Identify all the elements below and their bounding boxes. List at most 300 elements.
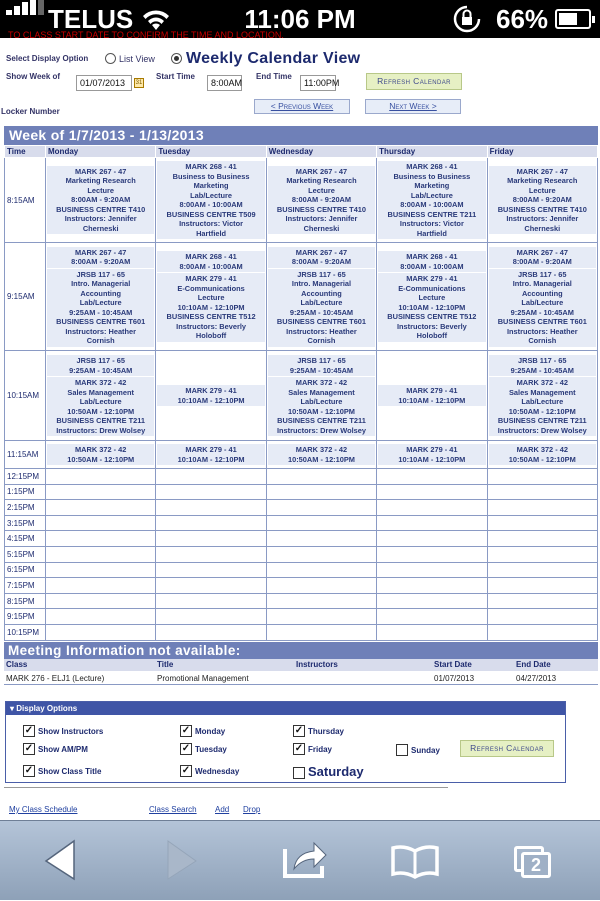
time-slot-label: 4:15PM	[5, 531, 46, 547]
class-entry-line: Cornish	[307, 336, 336, 345]
class-entry-line: 9:25AM - 10:45AM	[289, 365, 354, 375]
time-slot-label: 8:15AM	[5, 158, 46, 243]
class-entry-line: Instructors: Heather	[65, 326, 137, 336]
time-slot-label: 1:15PM	[5, 484, 46, 500]
show-week-input[interactable]: 01/07/2013	[76, 75, 132, 91]
thursday-checkbox[interactable]: ✓	[294, 725, 304, 736]
class-entry-line: Instructors: Victor	[399, 219, 464, 228]
class-entry-line: Lab/Lecture	[79, 298, 122, 307]
calendar-cell	[266, 593, 376, 609]
meeting-title: Promotional Management	[157, 674, 249, 683]
meeting-info-title: Meeting Information not available:	[4, 642, 598, 659]
calendar-cell	[487, 593, 597, 609]
column-header-monday: Monday	[46, 146, 156, 158]
class-entry-line: Marketing Research	[507, 176, 578, 186]
calendar-cell	[377, 593, 487, 609]
calendar-cell	[487, 351, 597, 441]
class-entry-line: Lecture	[308, 185, 335, 195]
friday-checkbox[interactable]: ✓	[294, 743, 304, 754]
class-entry-line: Intro. Managerial	[291, 279, 352, 288]
calendar-cell	[487, 484, 597, 500]
class-entry[interactable]	[268, 377, 375, 436]
list-view-label: List View	[119, 54, 155, 64]
calendar-cell	[266, 624, 376, 640]
battery-percent: 66%	[496, 4, 549, 34]
time-slot-label: 10:15PM	[5, 624, 46, 640]
calendar-row	[5, 562, 598, 578]
calendar-cell	[377, 531, 487, 547]
class-entry-line: BUSINESS CENTRE T512	[166, 312, 256, 322]
class-entry[interactable]	[268, 444, 375, 465]
calendar-cell	[266, 546, 376, 562]
calendar-cell	[377, 515, 487, 531]
class-entry-line: MARK 267 - 47	[295, 247, 348, 257]
class-entry-line: MARK 268 - 41	[406, 162, 458, 171]
class-search-link[interactable]: Class Search	[149, 805, 197, 814]
tuesday-checkbox[interactable]: ✓	[181, 743, 191, 754]
class-entry-line: Instructors: Heather	[506, 326, 578, 336]
forward-icon[interactable]	[160, 821, 204, 901]
calendar-cell	[266, 578, 376, 594]
saturday-label: Saturday	[308, 764, 364, 779]
class-entry-line: 8:00AM - 9:20AM	[291, 257, 352, 266]
class-entry-line: Accounting	[80, 288, 122, 298]
end-time-label: End Time	[256, 72, 292, 81]
class-entry-line: Marketing	[193, 181, 229, 190]
class-entry-line: Lab/Lecture	[521, 397, 564, 406]
sunday-checkbox[interactable]	[396, 744, 408, 756]
class-entry-line: BUSINESS CENTRE T601	[276, 317, 367, 326]
drop-link[interactable]: Drop	[243, 805, 261, 814]
calendar-row	[5, 484, 598, 500]
previous-week-button[interactable]: < Previous Week	[254, 99, 350, 114]
meeting-col-class: Class	[6, 660, 28, 669]
calendar-cell	[46, 562, 156, 578]
calendar-cell	[377, 609, 487, 625]
refresh-calendar-button[interactable]: Refresh Calendar	[366, 73, 462, 90]
calendar-cell	[487, 624, 597, 640]
class-entry-line: MARK 279 - 41	[406, 386, 458, 395]
calendar-row	[5, 515, 598, 531]
column-header-time: Time	[5, 146, 46, 158]
class-entry[interactable]	[489, 444, 596, 465]
battery-icon	[555, 9, 591, 29]
meeting-col-end-date: End Date	[516, 660, 551, 669]
class-entry-line: Intro. Managerial	[71, 279, 131, 288]
calendar-row	[5, 158, 598, 243]
show-ampm-label: Show AM/PM	[38, 745, 88, 754]
class-entry[interactable]	[378, 251, 485, 272]
class-entry-line: Cherneski	[303, 223, 340, 233]
calendar-cell	[487, 578, 597, 594]
class-entry-line: MARK 268 - 41	[185, 162, 237, 171]
calendar-row	[5, 441, 598, 469]
calendar-picker-icon[interactable]: 31	[135, 80, 143, 86]
calendar-cell	[377, 500, 487, 516]
class-entry-line: Instructors: Jennifer	[64, 214, 137, 224]
calendar-row	[5, 351, 598, 441]
class-entry-line: 8:00AM - 9:20AM	[71, 257, 131, 266]
calendar-cell	[377, 158, 487, 243]
calendar-cell	[266, 562, 376, 578]
class-entry-line: Accounting	[301, 288, 342, 298]
calendar-cell	[46, 593, 156, 609]
calendar-cell	[487, 531, 597, 547]
class-entry[interactable]	[378, 444, 485, 465]
class-entry-line: MARK 372 - 42	[295, 445, 348, 454]
class-entry-line: 10:50AM - 12:10PM	[67, 406, 135, 416]
monday-label: Monday	[195, 727, 226, 736]
show-class-title-label: Show Class Title	[38, 767, 102, 776]
class-entry-line: 10:10AM - 12:10PM	[177, 395, 245, 405]
browser-toolbar	[0, 820, 600, 900]
calendar-row	[5, 624, 598, 640]
calendar-cell	[377, 243, 487, 351]
column-header-friday: Friday	[487, 146, 597, 158]
class-entry-line: Business to Business	[393, 171, 471, 181]
class-entry-line: 9:25AM - 10:45AM	[510, 365, 574, 375]
weekly-view-radio[interactable]	[171, 53, 182, 64]
class-entry[interactable]	[157, 273, 264, 342]
class-entry-line: Instructors: Heather	[286, 326, 357, 336]
class-entry-line: 10:10AM - 12:10PM	[177, 302, 245, 312]
calendar-cell	[46, 243, 156, 351]
class-entry-line: E-Communications	[398, 283, 466, 293]
class-entry-line: Lab/Lecture	[300, 397, 343, 406]
add-link[interactable]: Add	[215, 805, 230, 814]
time-slot-label: 9:15PM	[5, 609, 46, 625]
class-entry-line: Lab/Lecture	[410, 190, 453, 200]
calendar-cell	[46, 624, 156, 640]
calendar-row	[5, 500, 598, 516]
calendar-cell	[377, 469, 487, 485]
class-entry[interactable]	[157, 444, 264, 465]
class-entry[interactable]	[47, 247, 154, 268]
class-entry-line: Marketing Research	[286, 176, 357, 186]
back-icon[interactable]	[40, 821, 84, 901]
calendar-cell	[156, 484, 266, 500]
class-entry[interactable]	[268, 247, 375, 268]
calendar-row	[5, 469, 598, 485]
wednesday-label: Wednesday	[195, 767, 240, 776]
class-entry-line: Instructors: Victor	[179, 219, 244, 228]
class-entry-line: 10:50AM - 12:10PM	[67, 454, 135, 464]
calendar-cell	[46, 609, 156, 625]
class-entry-line: MARK 267 - 47	[516, 247, 568, 257]
meeting-col-start-date: Start Date	[434, 660, 472, 669]
class-entry-line: 10:50AM - 12:10PM	[508, 454, 576, 464]
calendar-row	[5, 593, 598, 609]
class-entry-line: Instructors: Drew Wolsey	[276, 425, 366, 435]
calendar-cell	[487, 441, 597, 469]
class-entry-line: Instructors: Drew Wolsey	[497, 425, 587, 435]
refresh-calendar-button-bottom[interactable]: Refresh Calendar	[460, 740, 554, 757]
calendar-row	[5, 243, 598, 351]
class-entry-line: Instructors: Beverly	[396, 321, 467, 331]
class-entry-line: Hartfield	[196, 228, 227, 238]
calendar-cell	[266, 515, 376, 531]
time-slot-label: 5:15PM	[5, 546, 46, 562]
calendar-cell	[266, 243, 376, 351]
class-entry-line: JRSB 117 - 65	[518, 269, 567, 279]
wednesday-checkbox[interactable]: ✓	[181, 765, 191, 776]
class-entry-line: MARK 267 - 47	[75, 166, 127, 176]
calendar-cell	[46, 500, 156, 516]
class-entry-line: 10:10AM - 12:10PM	[398, 454, 466, 464]
rotation-lock-icon	[452, 5, 482, 38]
next-week-button[interactable]: Next Week >	[365, 99, 461, 114]
calendar-row	[5, 578, 598, 594]
monday-checkbox[interactable]: ✓	[181, 725, 191, 736]
calendar-cell	[156, 546, 266, 562]
calendar-cell	[487, 469, 597, 485]
calendar-cell	[156, 500, 266, 516]
class-entry[interactable]	[47, 444, 154, 465]
calendar-cell	[487, 515, 597, 531]
time-slot-label: 11:15AM	[5, 441, 46, 469]
calendar-cell	[266, 351, 376, 441]
calendar-cell	[46, 484, 156, 500]
class-entry-line: 8:00AM - 9:20AM	[512, 257, 572, 266]
calendar-cell	[377, 441, 487, 469]
tuesday-label: Tuesday	[195, 745, 227, 754]
weekly-calendar	[4, 126, 598, 641]
calendar-cell	[156, 593, 266, 609]
calendar-cell	[156, 441, 266, 469]
class-entry-line: BUSINESS CENTRE T410	[276, 204, 367, 214]
class-entry-line: MARK 372 - 42	[516, 378, 568, 387]
class-entry-line: JRSB 117 - 65	[518, 356, 567, 365]
class-entry-line: Cornish	[86, 336, 115, 345]
display-options-header[interactable]: ▾ Display Options	[6, 702, 565, 715]
my-class-schedule-link[interactable]: My Class Schedule	[9, 805, 78, 814]
calendar-cell	[377, 562, 487, 578]
class-entry-line: JRSB 117 - 65	[297, 269, 346, 279]
meeting-class: MARK 276 - ELJ1 (Lecture)	[6, 674, 105, 683]
calendar-cell	[487, 243, 597, 351]
class-entry[interactable]	[489, 269, 596, 347]
thursday-label: Thursday	[308, 727, 345, 736]
calendar-cell	[377, 351, 487, 441]
class-entry-line: Lecture	[528, 185, 556, 195]
calendar-cell	[377, 546, 487, 562]
class-entry-line: Lab/Lecture	[300, 298, 343, 307]
class-entry-line: MARK 279 - 41	[185, 445, 237, 454]
class-entry[interactable]	[489, 247, 596, 268]
column-header-thursday: Thursday	[377, 146, 487, 158]
calendar-cell	[156, 351, 266, 441]
class-entry[interactable]	[489, 166, 596, 235]
end-time-input[interactable]: 11:00PM	[300, 75, 336, 91]
display-options-title: Display Options	[16, 704, 78, 713]
class-entry-line: 10:50AM - 12:10PM	[508, 406, 576, 416]
class-entry-line: Cherneski	[524, 223, 561, 233]
class-entry[interactable]	[157, 251, 264, 272]
calendar-cell	[46, 578, 156, 594]
meeting-start-date: 01/07/2013	[434, 674, 475, 683]
class-entry[interactable]	[47, 377, 154, 436]
class-entry[interactable]	[489, 377, 596, 436]
class-entry-line: MARK 372 - 42	[516, 445, 568, 454]
class-entry-line: Sales Management	[509, 387, 576, 397]
class-entry-line: Instructors: Drew Wolsey	[56, 425, 146, 435]
display-option-label: Select Display Option	[6, 54, 89, 63]
class-entry-line: Marketing Research	[65, 176, 136, 186]
calendar-cell	[266, 441, 376, 469]
class-entry-line: 8:00AM - 10:00AM	[400, 200, 464, 209]
class-entry-line: Marketing	[414, 181, 450, 190]
class-entry-line: JRSB 117 - 65	[297, 356, 346, 365]
class-entry[interactable]	[157, 161, 264, 239]
class-entry-line: 9:25AM - 10:45AM	[69, 365, 133, 375]
class-entry-line: MARK 279 - 41	[406, 274, 458, 284]
class-entry-line: 9:25AM - 10:45AM	[289, 307, 354, 317]
class-entry-line: MARK 372 - 42	[75, 378, 127, 387]
class-entry-line: 8:00AM - 9:20AM	[291, 195, 352, 205]
calendar-cell	[377, 578, 487, 594]
class-entry-line: 8:00AM - 10:00AM	[400, 261, 464, 271]
class-entry[interactable]	[378, 273, 485, 342]
tab-count: 2	[521, 852, 551, 878]
calendar-cell	[487, 500, 597, 516]
calendar-cell	[156, 515, 266, 531]
class-entry-line: 9:25AM - 10:45AM	[69, 307, 133, 317]
calendar-cell	[156, 624, 266, 640]
class-entry-line: BUSINESS CENTRE T211	[56, 416, 146, 425]
class-entry-line: 10:10AM - 12:10PM	[398, 395, 466, 405]
calendar-cell	[46, 441, 156, 469]
start-time-input[interactable]: 8:00AM	[207, 75, 242, 91]
class-entry[interactable]	[268, 269, 375, 347]
class-entry[interactable]	[157, 385, 264, 406]
class-entry-line: BUSINESS CENTRE T211	[277, 416, 366, 425]
class-entry-line: MARK 268 - 41	[185, 252, 237, 262]
show-week-label: Show Week of	[6, 72, 61, 81]
show-instructors-label: Show Instructors	[38, 727, 104, 736]
column-header-tuesday: Tuesday	[156, 146, 266, 158]
show-ampm-checkbox[interactable]: ✓	[24, 743, 34, 754]
calendar-cell	[266, 531, 376, 547]
show-instructors-checkbox[interactable]: ✓	[24, 725, 34, 736]
page-content	[0, 30, 600, 820]
class-entry[interactable]	[489, 355, 596, 376]
class-entry[interactable]	[47, 355, 154, 376]
class-entry-line: Business to Business	[172, 171, 250, 181]
status-clock: 11:06 PM	[244, 4, 356, 34]
meeting-col-instructors: Instructors	[296, 660, 338, 669]
class-entry[interactable]	[268, 166, 375, 235]
class-entry-line: Lecture	[87, 185, 115, 195]
class-entry-line: Holoboff	[416, 331, 448, 341]
meeting-col-title: Title	[157, 660, 174, 669]
calendar-cell	[156, 243, 266, 351]
divider	[4, 787, 448, 788]
calendar-cell	[156, 469, 266, 485]
class-entry-line: MARK 372 - 42	[295, 378, 348, 387]
display-options-panel	[5, 701, 566, 783]
class-entry-line: BUSINESS CENTRE T211	[387, 209, 477, 219]
calendar-cell	[487, 562, 597, 578]
calendar-cell	[487, 546, 597, 562]
class-entry-line: Hartfield	[416, 228, 447, 238]
saturday-checkbox[interactable]	[293, 767, 305, 779]
calendar-cell	[156, 158, 266, 243]
tabs-button[interactable]	[508, 821, 558, 901]
sunday-label: Sunday	[411, 746, 440, 755]
week-title: Week of 1/7/2013 - 1/13/2013	[4, 126, 598, 145]
class-entry[interactable]	[47, 269, 154, 347]
calendar-cell	[266, 500, 376, 516]
class-entry-line: Accounting	[521, 288, 563, 298]
class-entry-line: MARK 279 - 41	[185, 274, 237, 284]
share-icon[interactable]	[280, 821, 330, 901]
class-entry-line: Cherneski	[82, 223, 119, 233]
time-slot-label: 10:15AM	[5, 351, 46, 441]
show-class-title-checkbox[interactable]: ✓	[24, 765, 34, 776]
class-entry-line: Lab/Lecture	[190, 190, 233, 200]
class-entry-line: Cornish	[528, 336, 557, 345]
meeting-info-header-row	[4, 659, 598, 671]
class-entry-line: Sales Management	[288, 387, 355, 397]
class-entry[interactable]	[47, 166, 154, 235]
class-entry-line: Sales Management	[67, 387, 134, 397]
calendar-cell	[46, 351, 156, 441]
class-entry-line: 10:50AM - 12:10PM	[288, 406, 355, 416]
class-entry-line: 10:50AM - 12:10PM	[288, 454, 355, 464]
class-entry-line: 8:00AM - 9:20AM	[512, 195, 572, 205]
class-entry-line: Instructors: Beverly	[176, 321, 246, 331]
calendar-cell	[156, 531, 266, 547]
class-entry-line: MARK 279 - 41	[185, 386, 237, 395]
class-entry-line: MARK 267 - 47	[75, 247, 127, 257]
carrier-name: TELUS	[48, 4, 134, 34]
class-entry-line: Holoboff	[195, 331, 227, 341]
class-entry-line: 10:10AM - 12:10PM	[177, 454, 245, 464]
meeting-end-date: 04/27/2013	[516, 674, 557, 683]
calendar-cell	[156, 609, 266, 625]
class-entry-line: MARK 372 - 42	[75, 445, 127, 454]
time-slot-label: 12:15PM	[5, 469, 46, 485]
class-entry-line: BUSINESS CENTRE T601	[56, 317, 146, 326]
meeting-info-section	[4, 642, 598, 685]
class-entry-line: MARK 267 - 47	[516, 166, 568, 176]
calendar-row	[5, 609, 598, 625]
calendar-cell	[266, 484, 376, 500]
class-entry-line: 8:00AM - 10:00AM	[179, 200, 243, 209]
calendar-cell	[46, 469, 156, 485]
calendar-row	[5, 531, 598, 547]
class-entry[interactable]	[378, 385, 485, 406]
calendar-cell	[46, 158, 156, 243]
calendar-cell	[487, 158, 597, 243]
class-entry-line: MARK 279 - 41	[406, 445, 458, 454]
class-entry-line: BUSINESS CENTRE T410	[56, 204, 146, 214]
class-entry-line: 9:25AM - 10:45AM	[510, 307, 574, 317]
time-slot-label: 8:15PM	[5, 593, 46, 609]
locker-number-label: Locker Number	[1, 107, 60, 116]
bookmarks-icon[interactable]	[390, 821, 440, 901]
calendar-cell	[266, 158, 376, 243]
time-slot-label: 9:15AM	[5, 243, 46, 351]
class-entry[interactable]	[268, 355, 375, 376]
meeting-info-row	[4, 671, 598, 685]
calendar-cell	[156, 562, 266, 578]
calendar-cell	[156, 578, 266, 594]
calendar-cell	[46, 531, 156, 547]
class-entry[interactable]	[378, 161, 485, 239]
list-view-radio[interactable]	[105, 53, 116, 64]
class-entry-line: BUSINESS CENTRE T410	[497, 204, 587, 214]
